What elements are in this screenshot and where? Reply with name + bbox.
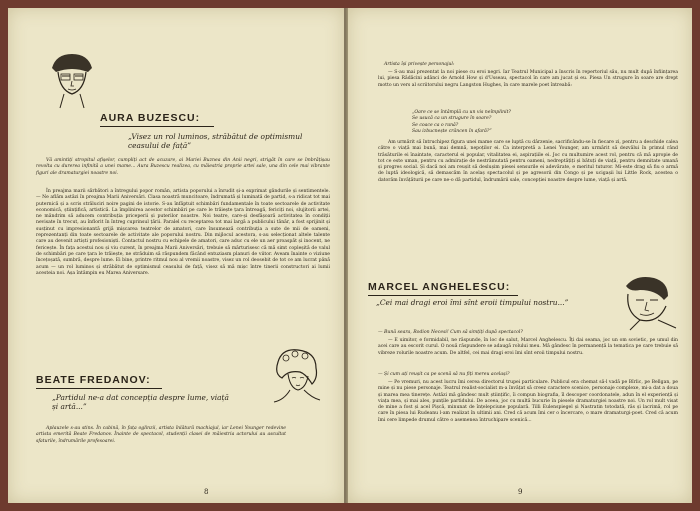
right-page xyxy=(348,8,692,503)
marcel-anghelescu-name: MARCEL ANGHELESCU: xyxy=(368,281,511,293)
poem-line: Sau izbucnește crâncen în afară?” xyxy=(412,128,492,134)
marcel-body-text: — E uimitor, e formidabil, ne răspunde, în loc de salut, Marcel Anghelescu. Îți dai seama, joc un om sovietic, pe umul din acei care au escorit curul. O nouă răspundere se adaugă rolului meu. Mă gândesc în permanență la tematica pe care trebuie să vibreze rolurile noastre acum. De altfel, cei mai dragi eroi îmi sînt eroii timpului nostru. xyxy=(378,338,678,356)
marcel-name-underline xyxy=(368,295,518,296)
right-mid-body-text: Am urmărit să întruchipez figura unei mame care se luptă cu dârzenie, sacrificându-se în fiecare zi, pentru a deschide calea către o viață mai bună, mai demnă, nepoților ei. Ca interpretă a Lenei Younger, am urmărit să dezvălui în primul rând trăsăturile ei înaintate, caracterul ei popular, vitalitatea ei, aspirațiile ei. Joc cu multumire acest rol, pentru că mă apropie de tot ce este uman, pentru cu admirație de nestrămutată pentru oameni, nedreptățiți și bătuți de viață, pentru demnitate umană și progres social. Și dacă noi am reușit să deslușim piesei sensurile ei adevărate, e meritul tuturor. Mi-este drag să fiu o armă de luptă ideologică, să demascăm în acelaș spectacolul și pe agresorii din Congo și pe ucigașii lui Little Rock, acestea o datorăm învățăturii pe care ne-o dă partidul, îndrumării sale, concepției noastre despre lume, viață și artă. xyxy=(378,140,678,183)
left-page-number: 8 xyxy=(204,488,209,496)
beate-body xyxy=(36,426,286,446)
beate-fredanov-name: BEATE FREDANOV: xyxy=(36,374,151,386)
right-mid-body xyxy=(378,140,678,185)
right-top-body xyxy=(378,70,678,90)
beate-quote: „Partidul ne-a dat concepția despre lume, viață și artă...” xyxy=(52,393,229,411)
beate-body-text: Aplauzele s-au stins. În cabină, în fața oglinzii, artista înlătură machiajul, iar Lenei Younger redevine artista emerită Beate Fredanov. Înainte de spectacol, studenții clasei de măiestria actorului au ascultat sfaturile, îndrumările profesoarei. xyxy=(36,426,286,444)
left-page xyxy=(8,8,344,503)
marcel-quote: „Cei mai dragi eroi îmi sînt eroii timpului nostru...” xyxy=(376,298,569,307)
marcel-body xyxy=(378,338,678,358)
poem xyxy=(412,110,612,135)
marcel-answer-text: — Pe vremuri, nu acest lucru îmi cerea directorul trupei particulare. Publicul era chemat să-l vadă pe Bîrlic, pe Bellgan, pe mine și nu piese personaje. Teatrul realist-socialist m-a învățat să creez caractere scenice, personaje complexe, mi-a dat a doua și marea mea tinerețe. Astăzi mă gândesc mult științific, îi compun biografia, îl descoper coordonatele, adun în el experiență și viața mea, și mai ales, punțile partidului. De aceea, joc cu multă bucurie în piesele dramaturgiei noastre noi. Un rol mult visat de mine a fost și acel Pișcă, minunat de înțelepciune populară. Tilli Eulenspiegel și Nastratin totodată, râs și lacrimă, rol pe care în piesa lui Rudeanu l-am realizat în ultimii ani. Cred că acum îmi cer o încercare, o mare dramaturgi-poet. Cred că acum îmi cere limpede drumul către o asemenea întruchipare scenică... xyxy=(378,380,678,423)
marcel-question: — Și cum ați reușit ca pe scenă să nu fiți mereu același? xyxy=(378,372,510,377)
right-top-body-text: — S-au mai prezentat la noi piese cu eroi negri. Iar Teatrul Municipal a înscris în repertoriul său, nu mult după înființarea lui, piesa Rădăcini adânci de Arnold How și d'Usseau, spectacol în care am jucat și eu. Piesa Un strugure în soare are drept motto un vers al scriitorului negru Langston Hughes, în care marele poet întreabă: xyxy=(378,70,678,88)
aura-body-text: În preajma marii sărbători a întregului popor român, artista poporului a înrudit și-a exprimat gândurile și sentimentele. — Ne aflăm astăzi în preajma Marii Aniversări. Clasa noastră muncitoare, îndrumată și luminată de partid, s-a ridicat tot mai puternică și a scris străluciri noire pagini de istorie. S-au înfăptuit schimbări fundamentale în toate sectoarele de activitate economică, științifică, artistică. La împlinirea acestor schimbări pe care le trăiește țara întreagă, fericiți noi, slujitorii artei, ne mândrim să aducem contribuția priceperii și puterilor noastre. Noi teatre, care-și desfășoară activitatea în condiții nevisate în trecut, au înflorit în întreg cuprinsul țării. Paralel cu receptarea tot mai largă a publicului tânăr, a fost sprijinit și susținut cu impresionantă grijă mișcarea teatrelor de amatori, care însumează contribuția a sute de mii de oameni, reprezentanți din toate sectoarele de activitate ale poporului nostru. Din mijlocul acestora, s-au selecționat altele talente care au devenit artiști profesioniști. Contactul nostru cu echipele de amatori, care aduc cu ele un aer proaspăt și inocent, ne fericește. În fața acestui nou și viu curent, în preajma Marii Aniversări, trebuie să mărturisesc că mă simt copleșită de valul de schimbări pe care țara le trăiește, ne străduim să răspundem făcând entuziasm planuri de viitor. Aveam înainte o viziune încețoșată, sumbră, despre lume. Ei bine, printre ritmul nou al vremii noastre, visez un rol deosebit de tot ce am lucrat până acum — un rol luminos și străbătut de optimismul ceasului de față, visez să mă mișc între tinerii constructori ai lumii acesteia noi. Așa întâmpin eu Marea Aniversare. xyxy=(36,189,330,276)
poem-line: Se coace ca o rană? xyxy=(412,122,459,128)
aura-intro xyxy=(36,158,330,178)
aura-buzescu-portrait xyxy=(42,46,102,110)
marcel-answer xyxy=(378,380,678,425)
poem-line: Se usucă ca un strugure în soare? xyxy=(412,116,492,122)
aura-body xyxy=(36,189,330,278)
beate-name-underline xyxy=(36,388,162,389)
aura-name-underline xyxy=(100,126,214,127)
marcel-greeting: — Bună seara, Rodion Necesi! Cum să simțiți după spectacol? xyxy=(378,330,523,335)
right-intro: Artista își privește personajul: xyxy=(384,62,455,67)
aura-intro-text: Vă amintiți stropitul afișelor, cumpliți act de acuzare, ai Mariei Buznea din Anii negri, strigăt în care se îmbrățișau revolta cu durerea infinită a unei mame... Aura Buzescu realizea, cu măiestria proprie artei sale, una din cele mai vibrante figuri ale dramaturgiei noastre noi. xyxy=(36,158,330,176)
beate-fredanov-portrait xyxy=(260,344,330,406)
aura-buzescu-name: AURA BUZESCU: xyxy=(100,112,201,124)
marcel-anghelescu-portrait xyxy=(606,270,686,332)
right-page-number: 9 xyxy=(518,488,523,496)
aura-quote: „Visez un rol luminos, străbătut de optimismul ceasului de față” xyxy=(128,132,303,150)
poem-line: „Oare ce se întâmplă cu un vis neîmplinit? xyxy=(412,110,511,115)
